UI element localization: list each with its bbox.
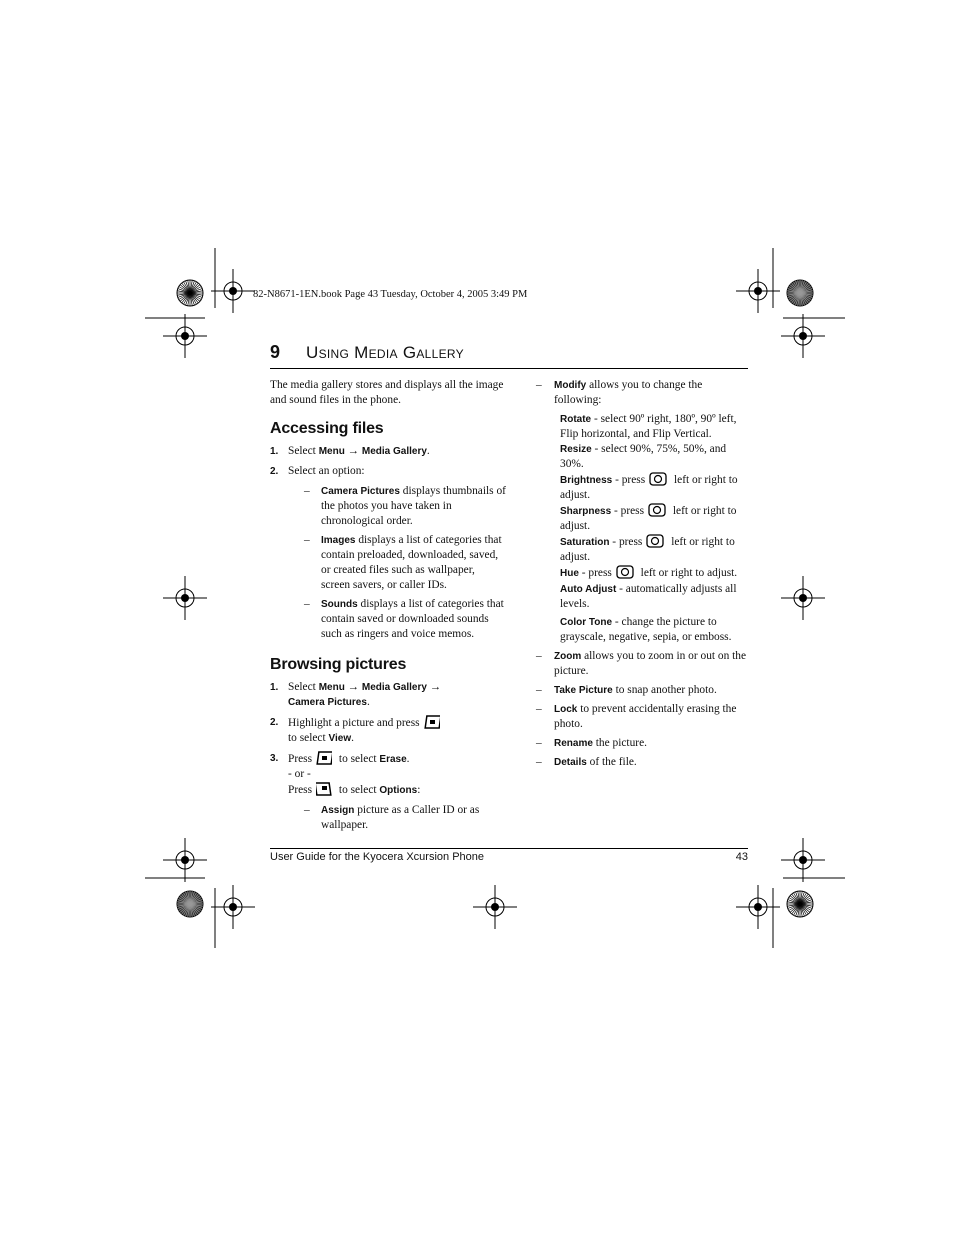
navigation-key-icon bbox=[649, 472, 667, 486]
registration-cross-icon bbox=[163, 838, 207, 882]
registration-cross-icon bbox=[163, 314, 207, 358]
right-softkey-icon bbox=[316, 782, 332, 796]
right-column bbox=[536, 378, 750, 774]
registration-cross-icon bbox=[211, 269, 255, 313]
left-softkey-icon bbox=[316, 751, 332, 765]
starburst-target-icon bbox=[177, 891, 203, 917]
registration-cross-icon bbox=[781, 314, 825, 358]
registration-cross-icon bbox=[211, 885, 255, 929]
navigation-key-icon bbox=[616, 565, 634, 579]
starburst-target-icon bbox=[177, 280, 203, 306]
left-column bbox=[270, 378, 506, 837]
chapter-heading bbox=[270, 340, 748, 369]
accessing-step-2: 2. Select an option: bbox=[270, 465, 365, 477]
modify-option: Brightness - press left or right to adjust. bbox=[560, 474, 738, 501]
section-heading-browsing: Browsing pictures bbox=[270, 656, 407, 673]
browsing-step-2: 2. Highlight a picture and press to select View. bbox=[270, 715, 506, 746]
section-heading-accessing: Accessing files bbox=[270, 420, 384, 437]
modify-option: Saturation - press left or right to adjust. bbox=[560, 536, 735, 563]
browsing-step-3: 3. Press to select Erase. - or - Press to select Options: bbox=[270, 753, 421, 796]
browsing-step-1: 1. Select Menu → Media Gallery → Camera Pictures. bbox=[270, 681, 442, 708]
accessing-step-1: 1. Select Menu → Media Gallery. bbox=[270, 445, 430, 457]
chapter-title: Using Media Gallery bbox=[306, 343, 464, 362]
list-item: – Modify allows you to change the following: bbox=[536, 379, 703, 406]
navigation-key-icon bbox=[646, 534, 664, 548]
chapter-number: 9 bbox=[270, 342, 281, 362]
registration-cross-icon bbox=[163, 576, 207, 620]
list-item: – Details of the file. bbox=[536, 756, 637, 768]
list-item: – Rename the picture. bbox=[536, 737, 647, 749]
modify-option: Resize - select 90%, 75%, 50%, and 30%. bbox=[560, 443, 727, 470]
list-item: – Sounds displays a list of categories that contain saved or downloaded sounds such as ringers and voice memos. bbox=[304, 598, 504, 640]
navigation-key-icon bbox=[648, 503, 666, 517]
list-item: – Camera Pictures displays thumbnails of the photos you have taken in chronological order. bbox=[304, 485, 506, 527]
starburst-target-icon bbox=[787, 891, 813, 917]
modify-option: Hue - press left or right to adjust. bbox=[560, 567, 738, 579]
footer-title: User Guide for the Kyocera Xcursion Phone bbox=[270, 851, 485, 863]
page-number: 43 bbox=[735, 851, 748, 863]
registration-cross-icon bbox=[781, 838, 825, 882]
registration-cross-icon bbox=[473, 885, 517, 929]
list-item: – Zoom allows you to zoom in or out on the picture. bbox=[536, 650, 747, 677]
list-item: – Lock to prevent accidentally erasing the photo. bbox=[536, 703, 737, 730]
modify-option: Auto Adjust - automatically adjusts all levels. bbox=[560, 583, 737, 610]
page-footer bbox=[270, 848, 748, 863]
modify-option: Sharpness - press left or right to adjust. bbox=[560, 505, 737, 532]
list-item: – Assign picture as a Caller ID or as wallpaper. bbox=[304, 804, 480, 831]
list-item: – Take Picture to snap another photo. bbox=[536, 684, 717, 696]
modify-option: Color Tone - change the picture to grayscale, negative, sepia, or emboss. bbox=[560, 616, 732, 643]
intro-paragraph: The media gallery stores and displays all the image and sound files in the phone. bbox=[270, 379, 504, 406]
list-item: – Images displays a list of categories that contain preloaded, downloaded, saved, or created files such as wallpaper, screen savers, or caller IDs. bbox=[304, 534, 502, 591]
right-softkey-icon bbox=[424, 715, 440, 729]
starburst-target-icon bbox=[787, 280, 813, 306]
registration-cross-icon bbox=[781, 576, 825, 620]
modify-option: Rotate - select 90º right, 180º, 90º left, Flip horizontal, and Flip Vertical. bbox=[560, 413, 737, 440]
book-slug: 82-N8671-1EN.book Page 43 Tuesday, October 4, 2005 3:49 PM bbox=[253, 289, 528, 300]
